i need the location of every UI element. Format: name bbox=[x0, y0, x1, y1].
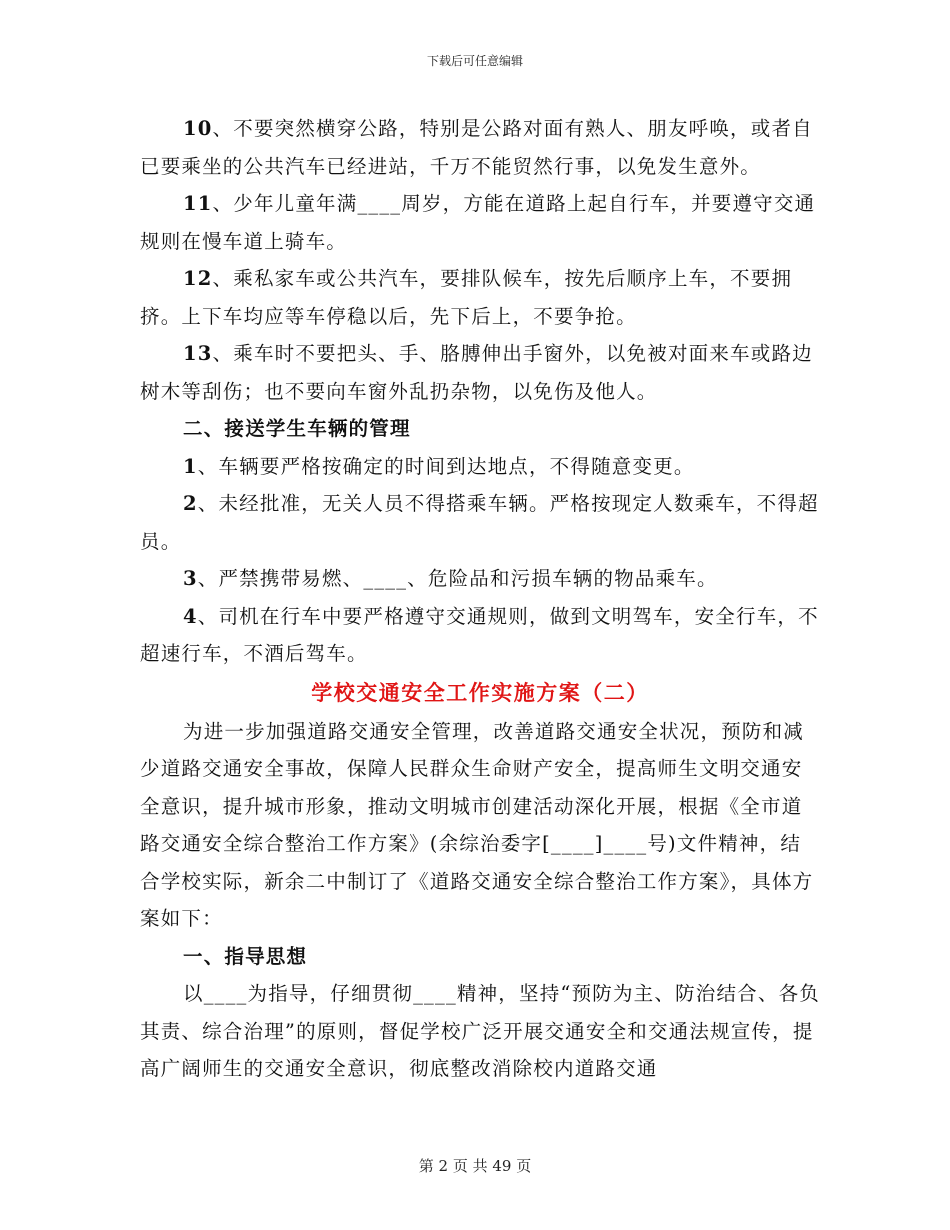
item-text: 、未经批准，无关人员不得搭乘车辆。严格按现定人数乘车，不得超员。 bbox=[140, 492, 819, 553]
item-number: 3 bbox=[183, 567, 198, 590]
document-title: 学校交通安全工作实施方案（二） bbox=[311, 679, 649, 705]
item-number: 10 bbox=[183, 117, 213, 140]
list-item bbox=[140, 485, 820, 560]
item-number: 2 bbox=[183, 492, 198, 515]
item-text: 、车辆要严格按确定的时间到达地点，不得随意变更。 bbox=[197, 454, 695, 478]
item-text: 、不要突然横穿公路，特别是公路对面有熟人、朋友呼唤，或者自已要乘坐的公共汽车已经进站，千万不能贸然行事，以免发生意外。 bbox=[140, 117, 813, 178]
body-paragraph: 以____为指导，仔细贯彻____精神，坚持“预防为主、防治结合、各负其责、综合治理”的原则，督促学校广泛开展交通安全和交通法规宣传，提高广阔师生的交通安全意识，彻底整改消除校内道路交通 bbox=[140, 982, 820, 1080]
list-item bbox=[140, 335, 820, 410]
item-text: 、少年儿童年满____周岁，方能在道路上起自行车，并要遵守交通规则在慢车道上骑车。 bbox=[140, 192, 816, 253]
list-item bbox=[140, 110, 820, 185]
item-number: 11 bbox=[183, 192, 213, 215]
page-footer: 第 2 页 共 49 页 bbox=[418, 1157, 532, 1175]
section-heading: 一、指导思想 bbox=[183, 944, 308, 968]
list-item bbox=[140, 598, 820, 673]
intro-paragraph: 为进一步加强道路交通安全管理，改善道路交通安全状况，预防和减少道路交通安全事故，保障人民群众生命财产安全，提高师生文明交通安全意识，提升城市形象，推动文明城市创建活动深化开展，根据《全市道路交通安全综合整治工作方案》(余综治委字[____]____号)文件精神，结合学校实际，新余二中制订了《道路交通安全综合整治工作方案》，具体方案如下： bbox=[140, 719, 814, 930]
list-item bbox=[140, 185, 820, 260]
item-number: 4 bbox=[183, 604, 198, 628]
list-item bbox=[140, 560, 820, 598]
item-text: 、严禁携带易燃、____、危险品和污损车辆的物品乘车。 bbox=[197, 567, 718, 590]
list-item bbox=[140, 260, 820, 335]
item-number: 1 bbox=[183, 454, 198, 478]
item-text: 、乘车时不要把头、手、胳膊伸出手窗外，以免被对面来车或路边树木等刮伤；也不要向车窗外乱扔杂物，以免伤及他人。 bbox=[140, 342, 813, 403]
item-number: 12 bbox=[183, 267, 213, 290]
item-text: 、乘私家车或公共汽车，要排队候车，按先后顺序上车，不要拥挤。上下车均应等车停稳以后，先下后上，不要争抢。 bbox=[140, 267, 793, 328]
page-header: 下载后可任意编辑 bbox=[426, 54, 523, 68]
document-body bbox=[140, 110, 820, 1088]
item-number: 13 bbox=[183, 342, 213, 365]
section-heading: 二、接送学生车辆的管理 bbox=[183, 417, 411, 440]
item-text: 、司机在行车中要严格遵守交通规则，做到文明驾车，安全行车，不超速行车，不酒后驾车。 bbox=[140, 604, 819, 665]
list-item bbox=[140, 448, 820, 486]
